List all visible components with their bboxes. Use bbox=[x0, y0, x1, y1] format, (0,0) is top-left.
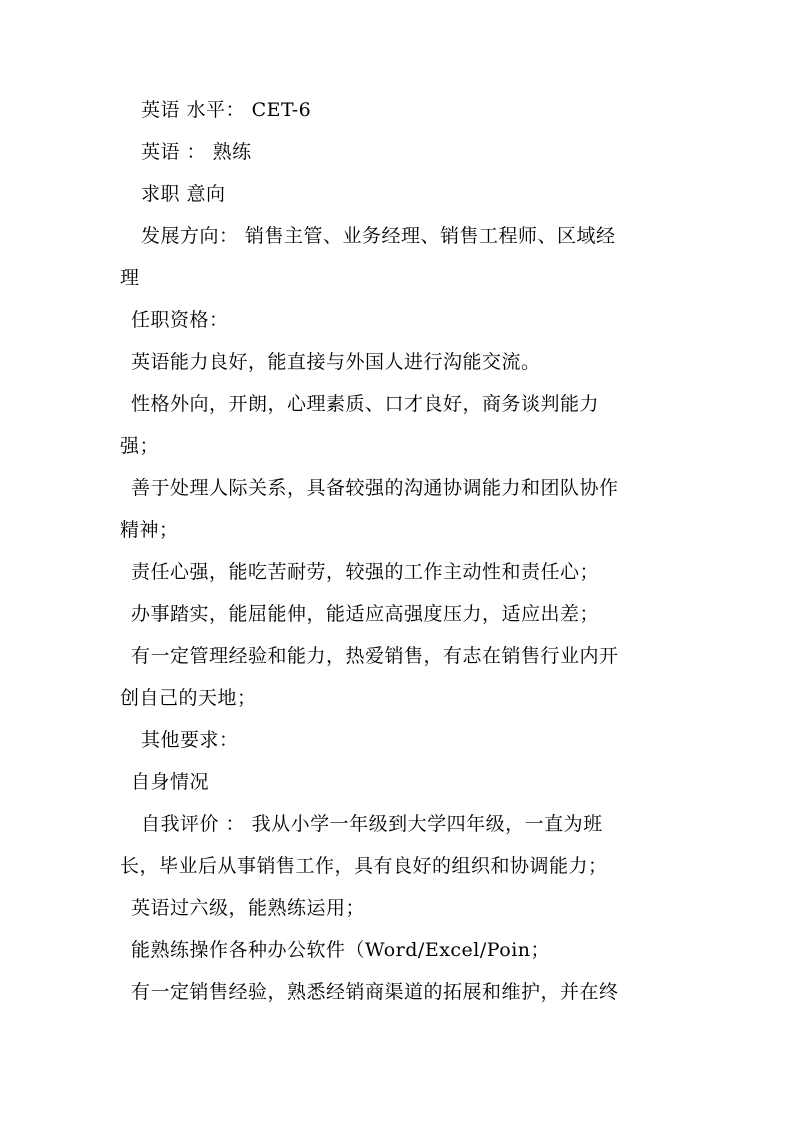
qualification-personality-cont: 强； bbox=[120, 435, 160, 457]
other-requirements-heading: 其他要求： bbox=[141, 729, 239, 751]
qualification-management: 有一定管理经验和能力，热爱销售，有志在销售行业内开 bbox=[131, 645, 619, 667]
self-situation-heading: 自身情况 bbox=[131, 771, 210, 793]
career-direction-line: 发展方向： 销售主管、业务经理、销售工程师、区域经 bbox=[141, 225, 616, 247]
self-evaluation-line: 自我评价 ： 我从小学一年级到大学四年级，一直为班 bbox=[141, 813, 603, 835]
office-software-line: 能熟练操作各种办公软件（Word/Excel/Poin； bbox=[131, 939, 551, 961]
english-cet6-line: 英语过六级，能熟练运用； bbox=[131, 897, 366, 919]
qualification-work-style: 办事踏实，能屈能伸，能适应高强度压力，适应出差； bbox=[131, 603, 600, 625]
qualification-relations-cont: 精神； bbox=[120, 519, 179, 541]
english-level-line: 英语 水平： CET-6 bbox=[141, 99, 312, 121]
english-proficiency-line: 英语 ： 熟练 bbox=[141, 141, 252, 163]
sales-experience-line: 有一定销售经验，熟悉经销商渠道的拓展和维护，并在终 bbox=[131, 981, 619, 1003]
qualification-personality: 性格外向，开朗，心理素质、口才良好，商务谈判能力 bbox=[131, 393, 600, 415]
qualification-english: 英语能力良好，能直接与外国人进行沟能交流。 bbox=[131, 351, 541, 373]
job-intention-heading: 求职 意向 bbox=[141, 183, 226, 205]
qualification-relations: 善于处理人际关系，具备较强的沟通协调能力和团队协作 bbox=[131, 477, 619, 499]
qualifications-heading: 任职资格： bbox=[131, 309, 229, 331]
qualification-management-cont: 创自己的天地； bbox=[120, 687, 257, 709]
qualification-responsibility: 责任心强，能吃苦耐劳，较强的工作主动性和责任心； bbox=[131, 561, 600, 583]
career-direction-cont: 理 bbox=[120, 267, 140, 289]
self-evaluation-cont: 长，毕业后从事销售工作，具有良好的组织和协调能力； bbox=[120, 855, 608, 877]
